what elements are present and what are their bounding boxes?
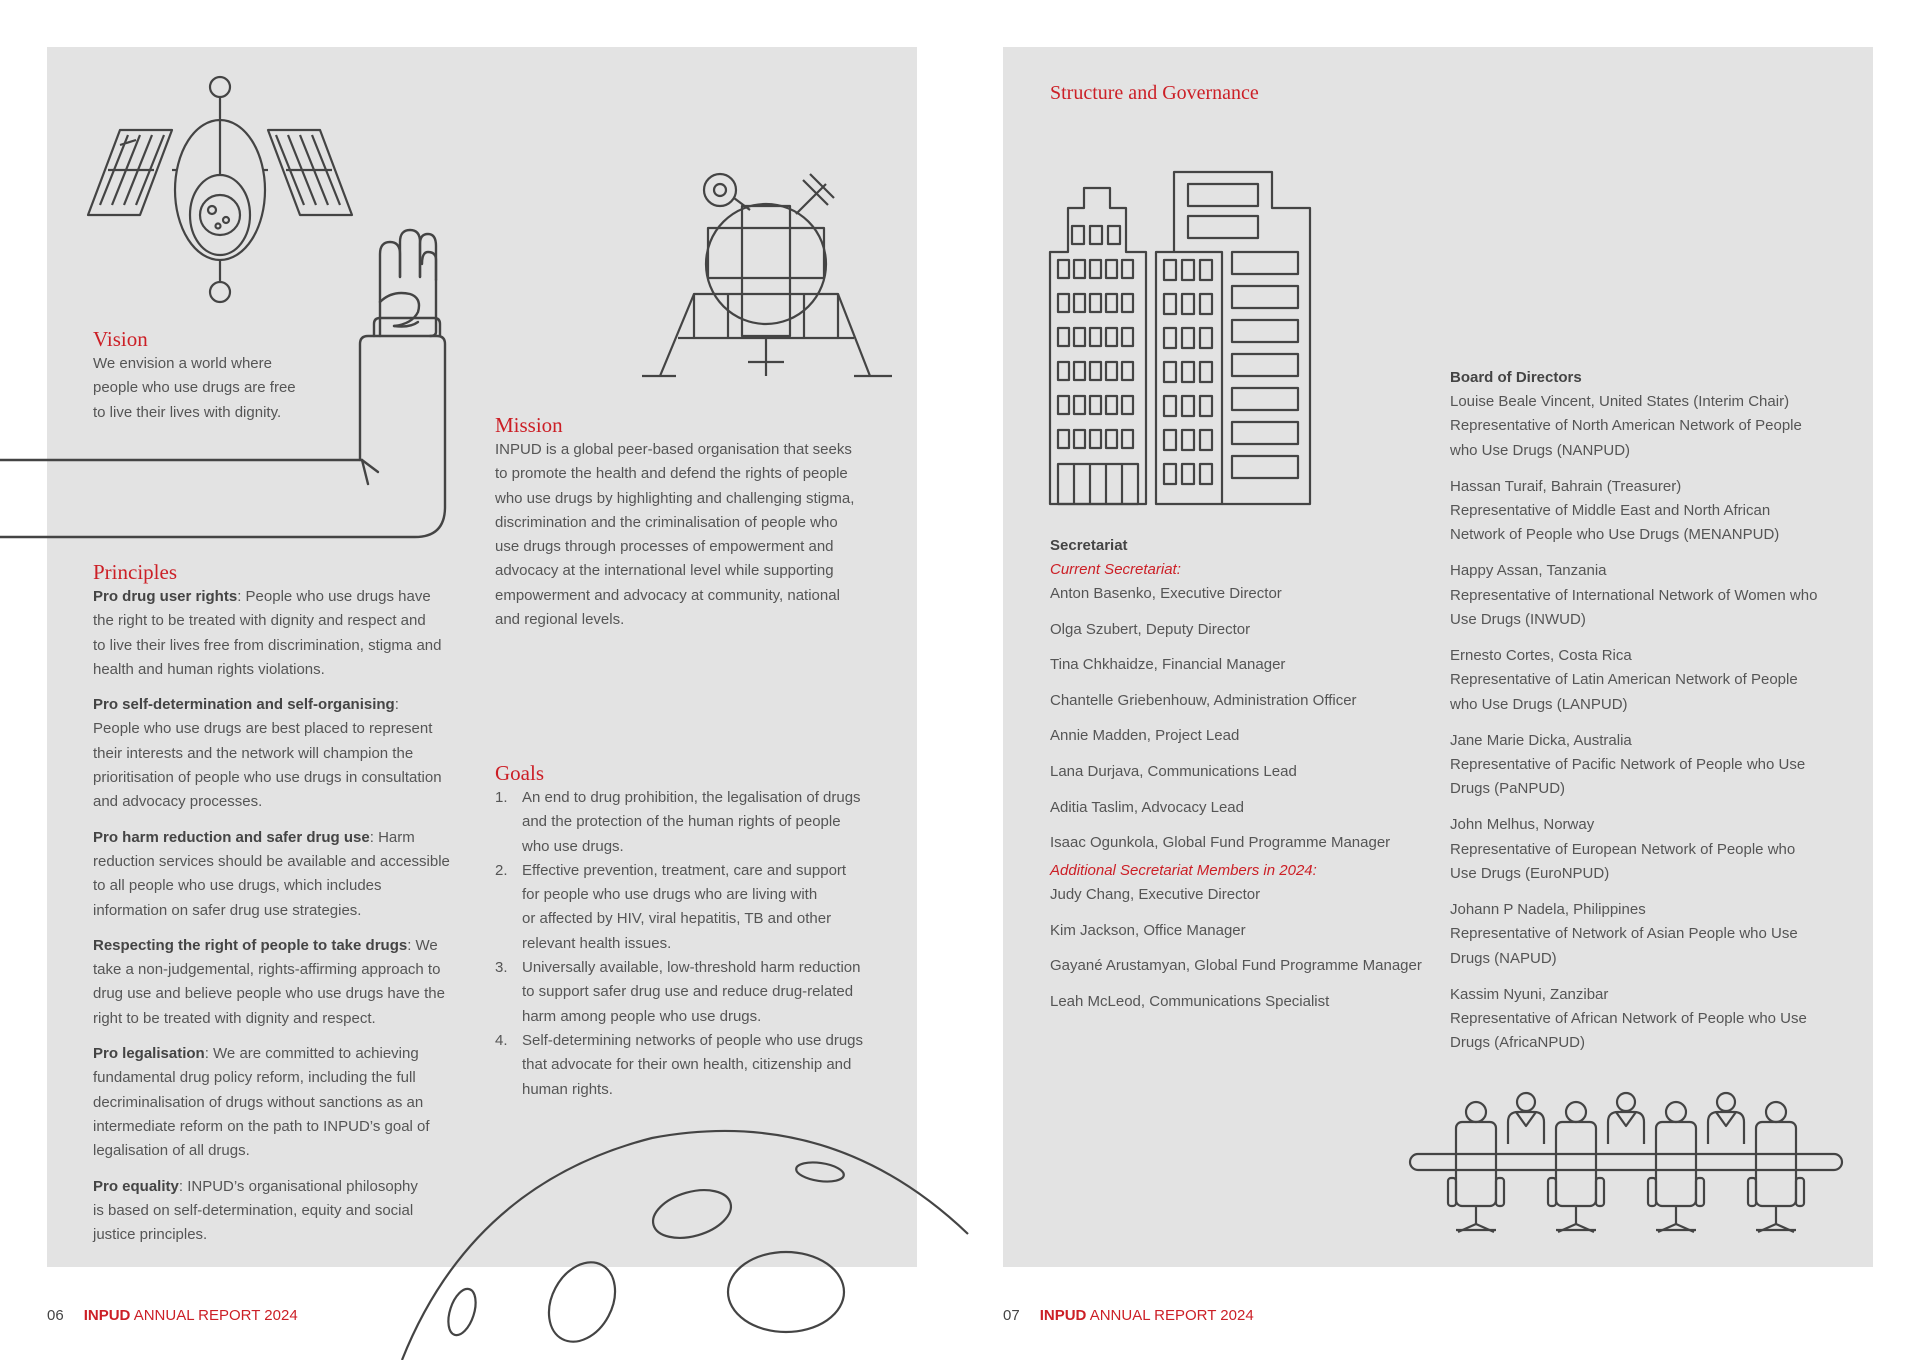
goal-item: 4. Self-determining networks of people who use drugs that advocate for their own health, citizenship and human rights. [495,1031,864,1098]
vision-heading: Vision [93,327,148,351]
board-member: Jane Marie Dicka, Australia Representative of Pacific Network of People who Use Drugs (PaNPUD) [1450,731,1806,798]
goal-item: 1. An end to drug prohibition, the legalisation of drugs and the protection of the human rights of people who use drugs. [495,789,861,855]
principle-item: Pro drug user rights: People who use drugs have the right to be treated with dignity and respect and to live their lives free from discrimination, stigma and health and human rights violations. [93,588,442,678]
goals-list [495,786,895,1102]
staff-member: Lana Durjava, Communications Lead [1050,762,1297,780]
board-meeting-table-icon [1408,1092,1844,1234]
principle-item: Pro legalisation: We are committed to achieving fundamental drug policy reform, including the full decriminalisation of drugs without sanctions as an intermediate reform on the path to INPUD’s goal of legalisation of all drugs. [93,1045,430,1160]
board-member: Kassim Nyuni, Zanzibar Representative of African Network of People who Use Drugs (AfricaNPUD) [1450,985,1807,1052]
left-page-footer [47,1306,298,1326]
vision-text: We envision a world where people who use drugs are free to live their lives with dignity. [93,355,296,421]
staff-member: Tina Chkhaidze, Financial Manager [1050,656,1286,674]
staff-member: Isaac Ogunkola, Global Fund Programme Manager [1050,834,1391,852]
report-title: ANNUAL REPORT 2024 [1089,1307,1254,1324]
principle-item: Respecting the right of people to take drugs: We take a non-judgemental, rights-affirming approach to drug use and believe people who use drugs have the right to be treated with dignity and respect. [93,936,445,1027]
page-number: 06 [47,1307,64,1324]
page-number: 07 [1003,1307,1020,1324]
principle-item: Pro equality: INPUD’s organisational philosophy is based on self-determination, equity and social justice principles. [93,1177,418,1244]
office-buildings-icon [1048,168,1312,508]
goals-heading: Goals [495,761,544,785]
additional-secretariat-label: Additional Secretariat Members in 2024: [1050,862,1317,880]
lunar-lander-icon [638,164,898,394]
moon-icon [392,1124,972,1360]
board-member: Louise Beale Vincent, United States (Interim Chair) Representative of North American Network of People who Use Drugs (NANPUD) [1450,393,1802,459]
board-section [1450,366,1860,1068]
brand-name: INPUD [1039,1307,1087,1324]
current-secretariat-label: Current Secretariat: [1050,561,1181,578]
staff-member: Annie Madden, Project Lead [1050,727,1240,745]
mission-heading: Mission [495,413,563,437]
board-member: Happy Assan, Tanzania Representative of International Network of Women who Use Drugs (INWUD) [1450,562,1818,628]
brand-name: INPUD [83,1307,131,1324]
principle-item: Pro self-determination and self-organising: People who use drugs are best placed to represent their interests and the network will champion the prioritisation of people who use drugs in consultation and advocacy processes. [93,696,442,811]
board-member: Hassan Turaif, Bahrain (Treasurer) Representative of Middle East and North African Network of People who Use Drugs (MENANPUD) [1450,477,1780,544]
principle-item: Pro harm reduction and safer drug use: Harm reduction services should be available and accessible to all people who use drugs, which includes information on safer drug use strategies. [93,828,450,919]
principles-list [93,585,473,1258]
staff-member: Kim Jackson, Office Manager [1050,921,1246,939]
secretariat-title: Secretariat [1050,537,1128,554]
staff-member: Anton Basenko, Executive Director [1050,585,1282,602]
right-page-footer [1003,1306,1254,1326]
staff-member: Aditia Taslim, Advocacy Lead [1050,798,1244,816]
mission-text: INPUD is a global peer-based organisation that seeks to promote the health and defend the rights of people who use drugs by highlighting and challenging stigma, discrimination and the criminalisation of people who use drugs through processes of empowerment and advocacy at the international level while supporting empowerment and advocacy at community, national and regional levels. [495,441,855,629]
staff-member: Judy Chang, Executive Director [1050,886,1261,904]
staff-member: Leah McLeod, Communications Specialist [1050,992,1330,1010]
staff-member: Olga Szubert, Deputy Director [1050,620,1251,638]
structure-governance-heading: Structure and Governance [1050,82,1259,104]
board-member: Johann P Nadela, Philippines Representative of Network of Asian People who Use Drugs (NAPUD) [1450,901,1798,967]
staff-member: Chantelle Griebenhouw, Administration Officer [1050,691,1357,709]
secretariat-section [1050,534,1450,1026]
principles-heading: Principles [93,560,177,584]
goal-item: 2. Effective prevention, treatment, care and support for people who use drugs who are living with or affected by HIV, viral hepatitis, TB and other relevant health issues. [495,861,847,952]
report-title: ANNUAL REPORT 2024 [133,1307,298,1324]
staff-member: Gayané Arustamyan, Global Fund Programme Manager [1050,957,1422,975]
board-member: John Melhus, Norway Representative of European Network of People who Use Drugs (EuroNPUD) [1450,816,1796,883]
goal-item: 3. Universally available, low-threshold harm reduction to support safer drug use and reduce drug-related harm among people who use drugs. [495,959,861,1025]
board-member: Ernesto Cortes, Costa Rica Representative of Latin American Network of People who Use Drugs (LANPUD) [1450,647,1798,713]
board-title: Board of Directors [1450,369,1582,386]
